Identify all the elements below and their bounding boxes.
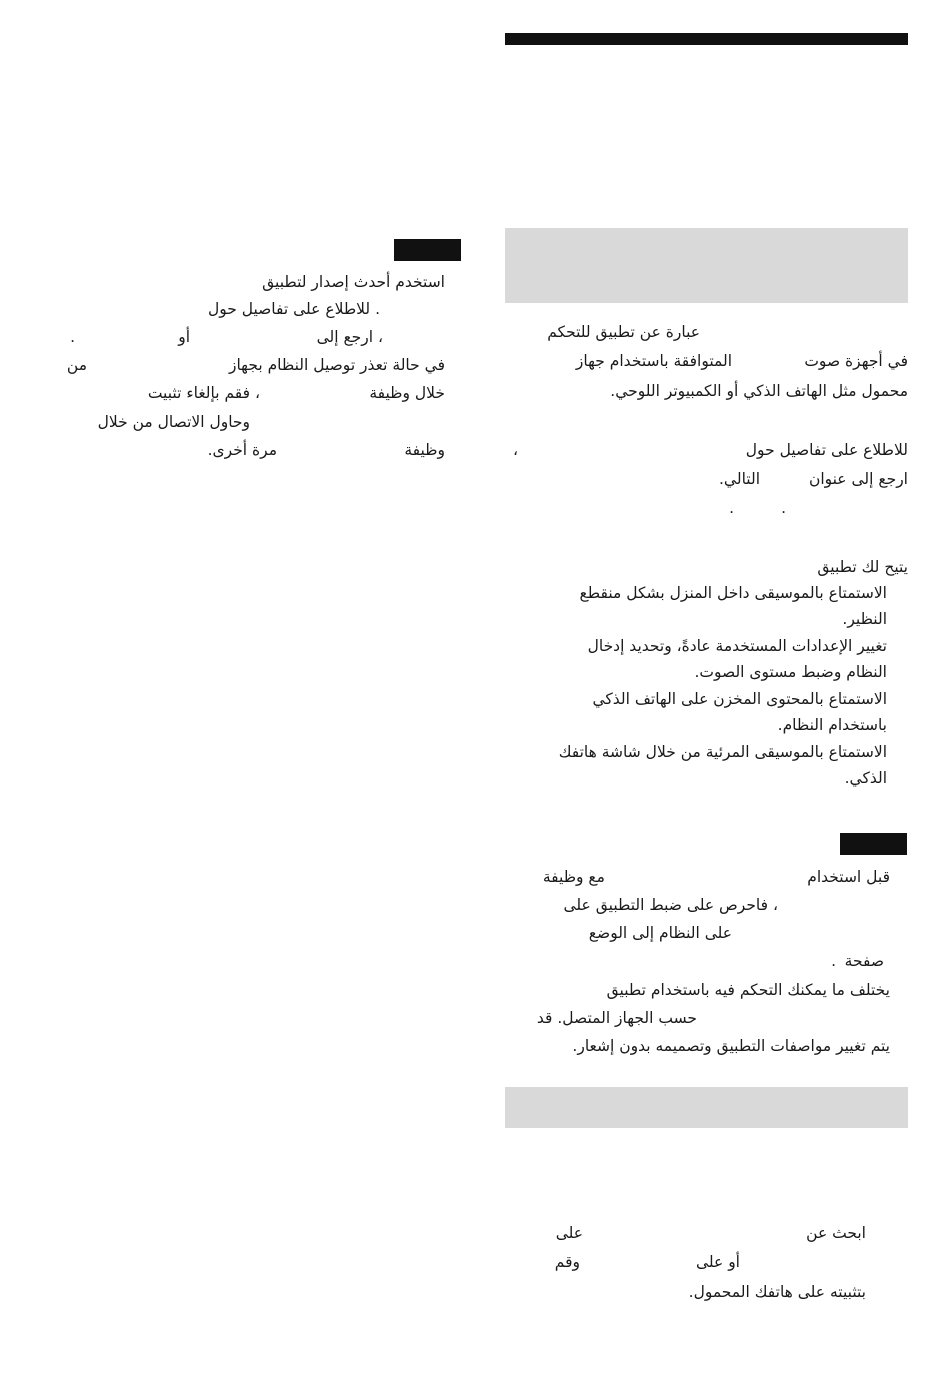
note-line-2: ، فاحرص على ضبط التطبيق على [563, 896, 778, 914]
left-note-line-1: استخدم أحدث إصدار لتطبيق [262, 273, 445, 291]
note-line-1a: قبل استخدام [807, 868, 890, 886]
note-line-6: حسب الجهاز المتصل. قد [536, 1009, 697, 1027]
install-header-band [505, 1087, 908, 1128]
left-note-line-7a: وظيفة [404, 441, 445, 459]
feature-2-line-2: النظام وضبط مستوى الصوت. [694, 663, 887, 681]
feature-4-line-2: الذكي. [844, 769, 887, 787]
details-line-2b: التالي. [719, 470, 760, 488]
left-note-line-3b: أو [178, 328, 190, 346]
feature-4-line-1: الاستمتاع بالموسيقى المرئية من خلال شاشة هاتفك [558, 743, 887, 761]
install-line-1b: على [555, 1224, 583, 1242]
left-note-line-5a: خلال وظيفة [369, 384, 445, 402]
install-line-1a: ابحث عن [806, 1224, 866, 1242]
note-line-1b: مع وظيفة [542, 868, 605, 886]
details-line-3b: . [729, 499, 734, 517]
feature-1-line-2: النظير. [842, 610, 887, 628]
intro-line-2a: في أجهزة صوت [804, 352, 908, 370]
left-note-line-2: . للاطلاع على تفاصيل حول [207, 300, 380, 318]
left-note-line-3a: ، ارجع إلى [316, 328, 383, 346]
note-line-4b: . [831, 952, 836, 970]
left-note-line-4b: من [66, 356, 87, 374]
left-note-line-4a: في حالة تعذر توصيل النظام بجهاز [228, 356, 445, 374]
note-line-7: يتم تغيير مواصفات التطبيق وتصميمه بدون إشعار. [572, 1037, 890, 1055]
feature-3-line-2: باستخدام النظام. [777, 716, 887, 734]
install-line-2a: أو على [695, 1253, 740, 1271]
left-note-label-bar [394, 239, 461, 261]
intro-line-2b: المتوافقة باستخدام جهاز [575, 352, 732, 370]
feature-3-line-1: الاستمتاع بالمحتوى المخزن على الهاتف الذكي [592, 690, 887, 708]
intro-line-1: عبارة عن تطبيق للتحكم [547, 323, 700, 341]
section-header-band [505, 228, 908, 303]
left-note-line-3c: . [70, 328, 75, 346]
feature-2-line-1: تغيير الإعدادات المستخدمة عادةً، وتحديد إدخال [587, 637, 887, 655]
note-label-bar [840, 833, 907, 855]
details-line-1: للاطلاع على تفاصيل حول [745, 441, 908, 459]
note-line-5: يختلف ما يمكنك التحكم فيه باستخدام تطبيق [606, 981, 890, 999]
details-line-2a: ارجع إلى عنوان [808, 470, 908, 488]
left-note-line-6: وحاول الاتصال من خلال [97, 413, 250, 431]
install-line-3: بتثبيته على هاتفك المحمول. [688, 1283, 866, 1301]
feature-1-line-1: الاستمتاع بالموسيقى داخل المنزل بشكل منقطع [579, 584, 887, 602]
features-intro: يتيح لك تطبيق [817, 558, 908, 576]
details-line-3a: . [781, 499, 786, 517]
install-line-2b: وقم [554, 1253, 580, 1271]
left-note-line-5b: ، فقم بإلغاء تثبيت [147, 384, 260, 402]
top-rule [505, 33, 908, 45]
left-note-line-7b: مرة أخرى. [207, 441, 277, 459]
note-line-3: على النظام إلى الوضع [588, 924, 732, 942]
note-line-4a: صفحة [844, 952, 884, 970]
details-line-1-comma: ، [512, 441, 518, 459]
intro-line-3: محمول مثل الهاتف الذكي أو الكمبيوتر اللوحي. [610, 382, 908, 400]
